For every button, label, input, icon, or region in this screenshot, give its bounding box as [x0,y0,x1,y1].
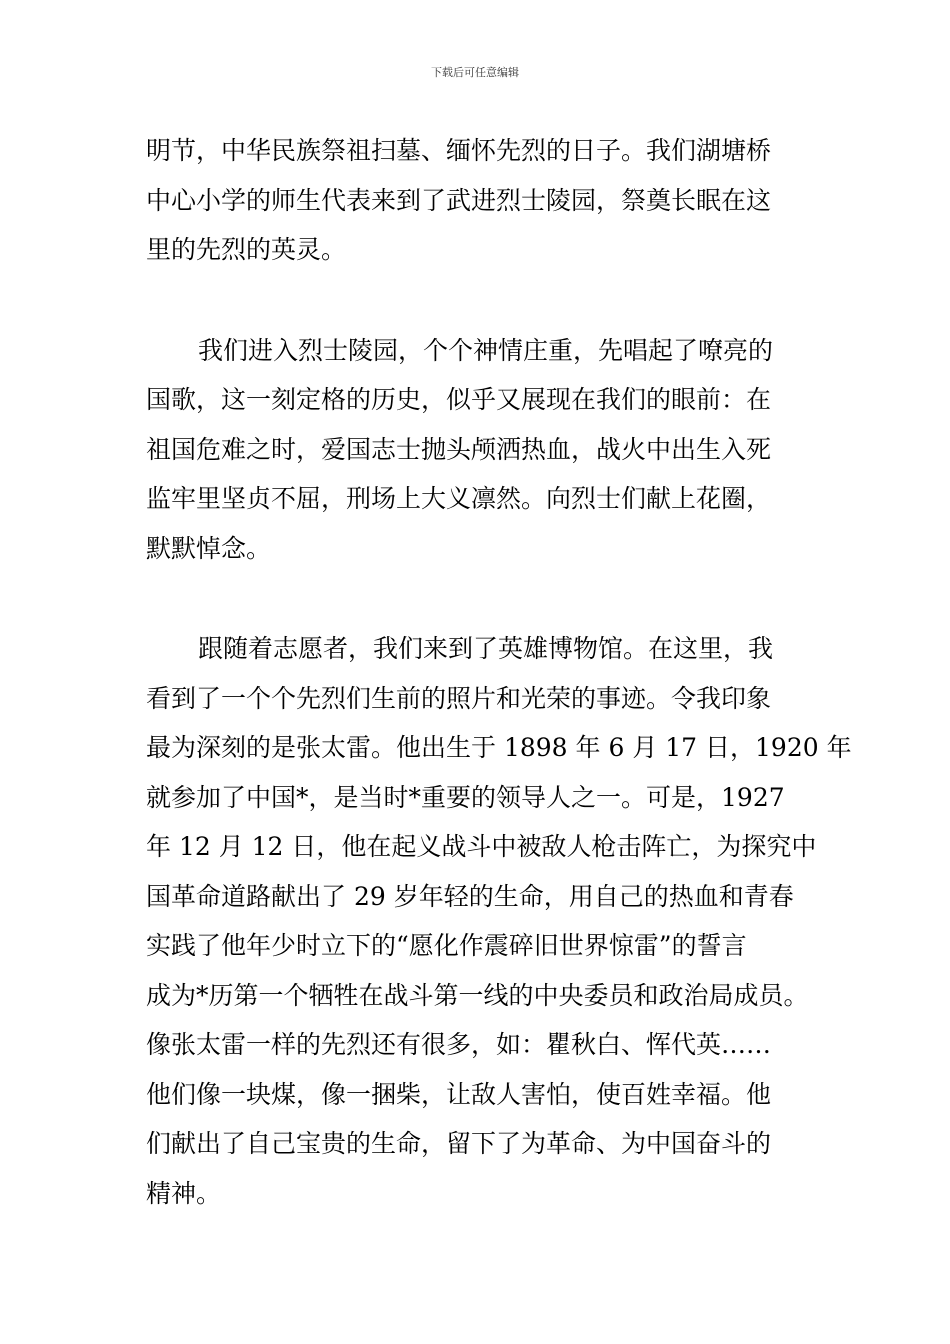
paragraph-line: 就参加了中国*，是当时*重要的领导人之一。可是，1927 [146,782,785,812]
paragraph-line: 最为深刻的是张太雷。他出生于 1898 年 6 月 17 日，1920 年 [146,733,852,762]
paragraph-line: 我们进入烈士陵园，个个神情庄重，先唱起了嘹亮的 [198,335,774,365]
paragraph-line: 们献出了自己宝贵的生命，留下了为革命、为中国奋斗的 [146,1129,772,1158]
paragraph-line: 他们像一块煤，像一捆柴，让敌人害怕，使百姓幸福。他 [146,1079,772,1109]
paragraph-line: 成为*历第一个牺牲在战斗第一线的中央委员和政治局成员。 [146,980,809,1010]
paragraph-line: 实践了他年少时立下的“愿化作震碎旧世界惊雷”的誓言 [146,931,747,960]
paragraph-1 [146,126,826,275]
document-body [146,126,852,1218]
paragraph-line: 中心小学的师生代表来到了武进烈士陵园，祭奠长眠在这 [146,185,772,215]
paragraph-line: 国革命道路献出了 29 岁年轻的生命，用自己的热血和青春 [146,881,794,911]
paragraph-line: 精神。 [146,1178,222,1208]
paragraph-line: 像张太雷一样的先烈还有很多，如：瞿秋白、恽代英…… [146,1030,772,1059]
paragraph-spacer [146,275,826,326]
paragraph-line: 国歌，这一刻定格的历史，似乎又展现在我们的眼前：在 [146,385,772,414]
paragraph-2 [146,326,826,574]
paragraph-line: 默默悼念。 [146,533,272,563]
paragraph-spacer [146,573,826,624]
paragraph-3 [146,624,852,1218]
paragraph-line: 看到了一个个先烈们生前的照片和光荣的事迹。令我印象 [146,683,772,713]
page-header: 下载后可任意编辑 [431,66,519,79]
paragraph-line: 年 12 月 12 日，他在起义战斗中被敌人枪击阵亡，为探究中 [146,832,817,861]
paragraph-line: 明节，中华民族祭祖扫墓、缅怀先烈的日子。我们湖塘桥 [146,136,772,165]
paragraph-line: 里的先烈的英灵。 [146,235,347,264]
paragraph-line: 祖国危难之时，爱国志士抛头颅洒热血，战火中出生入死 [146,434,772,464]
paragraph-line: 跟随着志愿者，我们来到了英雄博物馆。在这里，我 [198,634,774,663]
paragraph-line: 监牢里坚贞不屈，刑场上大义凛然。向烈士们献上花圈， [146,484,772,513]
